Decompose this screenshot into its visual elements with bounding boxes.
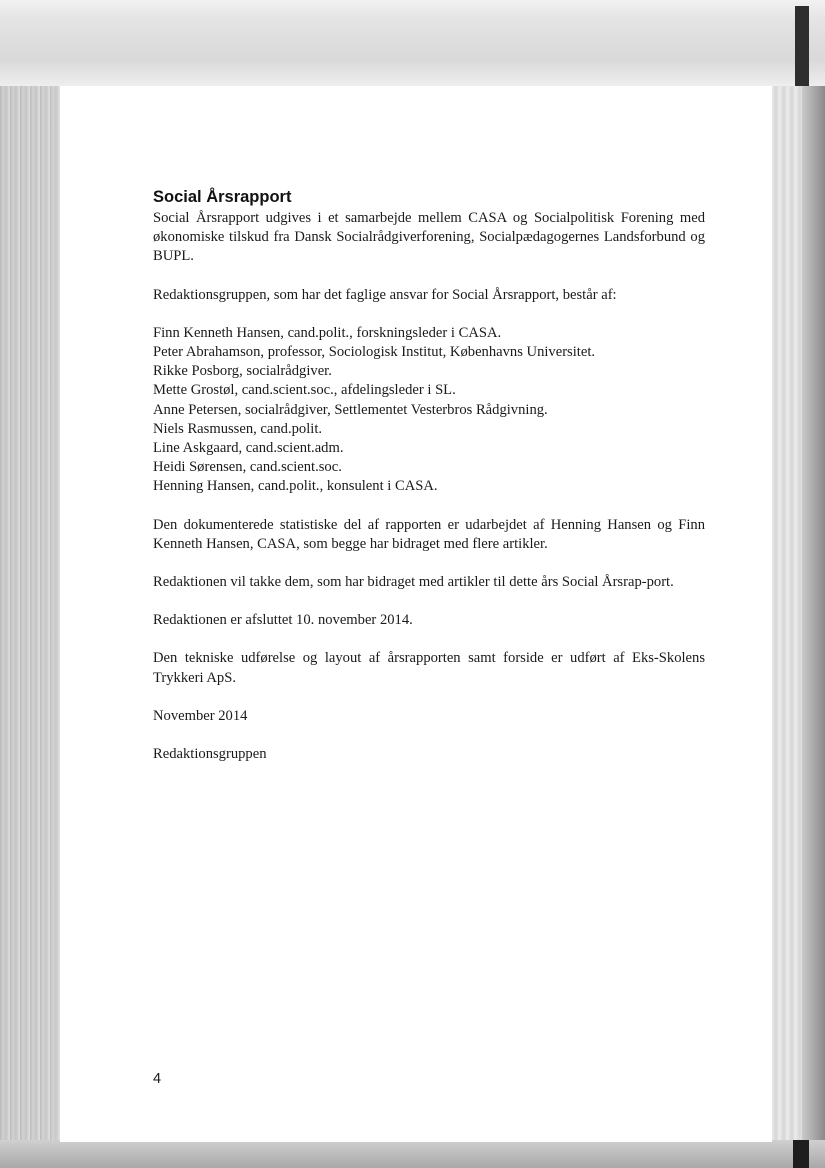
thanks-paragraph: Redaktionen vil takke dem, som har bidraget med artikler til dette års Social Årsrap-port. — [153, 574, 674, 591]
closed-date-paragraph: Redaktionen er afsluttet 10. november 2014. — [153, 612, 413, 629]
page-content — [153, 186, 705, 764]
intro-paragraph: Social Årsrapport udgives i et samarbejde mellem CASA og Socialpolitisk Forening med økonomiske tilskud fra Dansk Socialrådgiverforening, Socialpædagogernes Landsforbund og BUPL. — [153, 210, 705, 265]
member-item: Niels Rasmussen, cand.polit. — [153, 420, 323, 437]
signature: Redaktionsgruppen — [153, 746, 267, 763]
layout-paragraph: Den tekniske udførelse og layout af årsrapporten samt forside er udført af Eks-Skolens Trykkeri ApS. — [153, 650, 705, 686]
publication-date: November 2014 — [153, 707, 248, 724]
member-item: Peter Abrahamson, professor, Sociologisk Institut, Københavns Universitet. — [153, 344, 596, 361]
member-item: Finn Kenneth Hansen, cand.polit., forskningsleder i CASA. — [153, 324, 502, 341]
scan-right-edge — [772, 86, 802, 1142]
scan-top-right-edge — [795, 6, 809, 86]
member-item: Anne Petersen, socialrådgiver, Settlementet Vesterbros Rådgivning. — [153, 401, 548, 418]
page-number: 4 — [153, 1071, 162, 1087]
member-item: Heidi Sørensen, cand.scient.soc. — [153, 459, 342, 476]
member-item: Henning Hansen, cand.polit., konsulent i CASA. — [153, 478, 438, 495]
member-item: Rikke Posborg, socialrådgiver. — [153, 363, 332, 380]
page-title: Social Årsrapport — [153, 188, 292, 206]
scan-bottom-strip — [0, 1140, 825, 1168]
member-item: Line Askgaard, cand.scient.adm. — [153, 440, 344, 457]
scan-left-shadow — [0, 86, 60, 1146]
editorial-group-intro: Redaktionsgruppen, som har det faglige ansvar for Social Årsrapport, består af: — [153, 286, 617, 303]
editorial-member-list — [153, 324, 705, 497]
scan-top-strip — [0, 0, 825, 86]
member-item: Mette Grostøl, cand.scient.soc., afdelingsleder i SL. — [153, 382, 456, 399]
scan-bottom-right-edge — [793, 1140, 809, 1168]
statistics-paragraph: Den dokumenterede statistiske del af rapporten er udarbejdet af Henning Hansen og Finn Kenneth Hansen, CASA, som begge har bidraget med flere artikler. — [153, 516, 705, 552]
